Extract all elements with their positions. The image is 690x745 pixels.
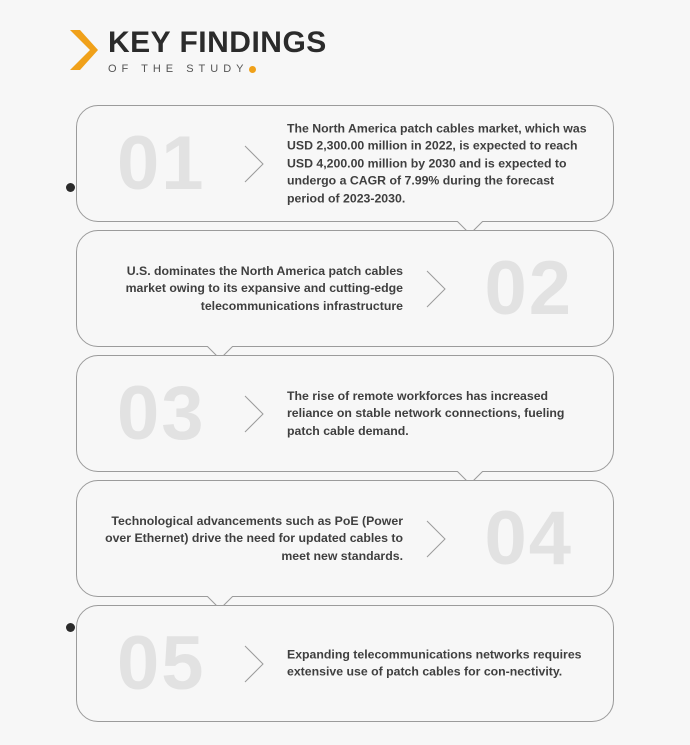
page-title: KEY FINDINGS: [108, 26, 327, 59]
finding-bubble: [76, 105, 614, 222]
finding-number: 04: [484, 496, 573, 581]
finding-item-05: [0, 605, 690, 725]
finding-text: Technological advancements such as PoE (Power over Ethernet) drive the need for updated cables to meet new standards.: [105, 513, 403, 563]
finding-bubble: [76, 605, 614, 722]
finding-number: 05: [117, 621, 206, 706]
finding-text: U.S. dominates the North America patch cables market owing to its expansive and cutting-edge telecommunications infrastructure: [125, 263, 403, 313]
finding-number: 03: [117, 371, 206, 456]
page-header: [68, 26, 327, 76]
finding-bubble: [76, 480, 614, 597]
chevron-right-icon: [68, 28, 100, 72]
bullet-dot-icon: [66, 623, 75, 632]
finding-number: 02: [484, 246, 573, 331]
title-block: [108, 26, 327, 76]
finding-bubble: [76, 355, 614, 472]
page-subtitle-row: [108, 62, 327, 76]
finding-number: 01: [117, 121, 206, 206]
chevron-divider-icon: [243, 395, 265, 433]
chevron-divider-icon: [425, 270, 447, 308]
finding-item-01: [0, 105, 690, 225]
findings-list: [0, 105, 690, 730]
chevron-divider-icon: [243, 145, 265, 183]
finding-text: The rise of remote workforces has increased reliance on stable network connections, fueling patch cable demand.: [287, 388, 565, 438]
finding-item-02: [0, 230, 690, 350]
bullet-dot-icon: [66, 183, 75, 192]
page-subtitle: OF THE STUDY: [108, 63, 249, 75]
finding-text: Expanding telecommunications networks requires extensive use of patch cables for con-nectivity.: [287, 647, 582, 679]
finding-item-03: [0, 355, 690, 475]
accent-dot-icon: [249, 66, 256, 73]
finding-bubble: [76, 230, 614, 347]
finding-item-04: [0, 480, 690, 600]
finding-text: The North America patch cables market, which was USD 2,300.00 million in 2022, is expected to reach USD 4,200.00 million by 2030 and is expected to undergo a CAGR of 7.99% during the forecast period of 2023-2030.: [287, 120, 587, 205]
chevron-divider-icon: [243, 645, 265, 683]
chevron-divider-icon: [425, 520, 447, 558]
